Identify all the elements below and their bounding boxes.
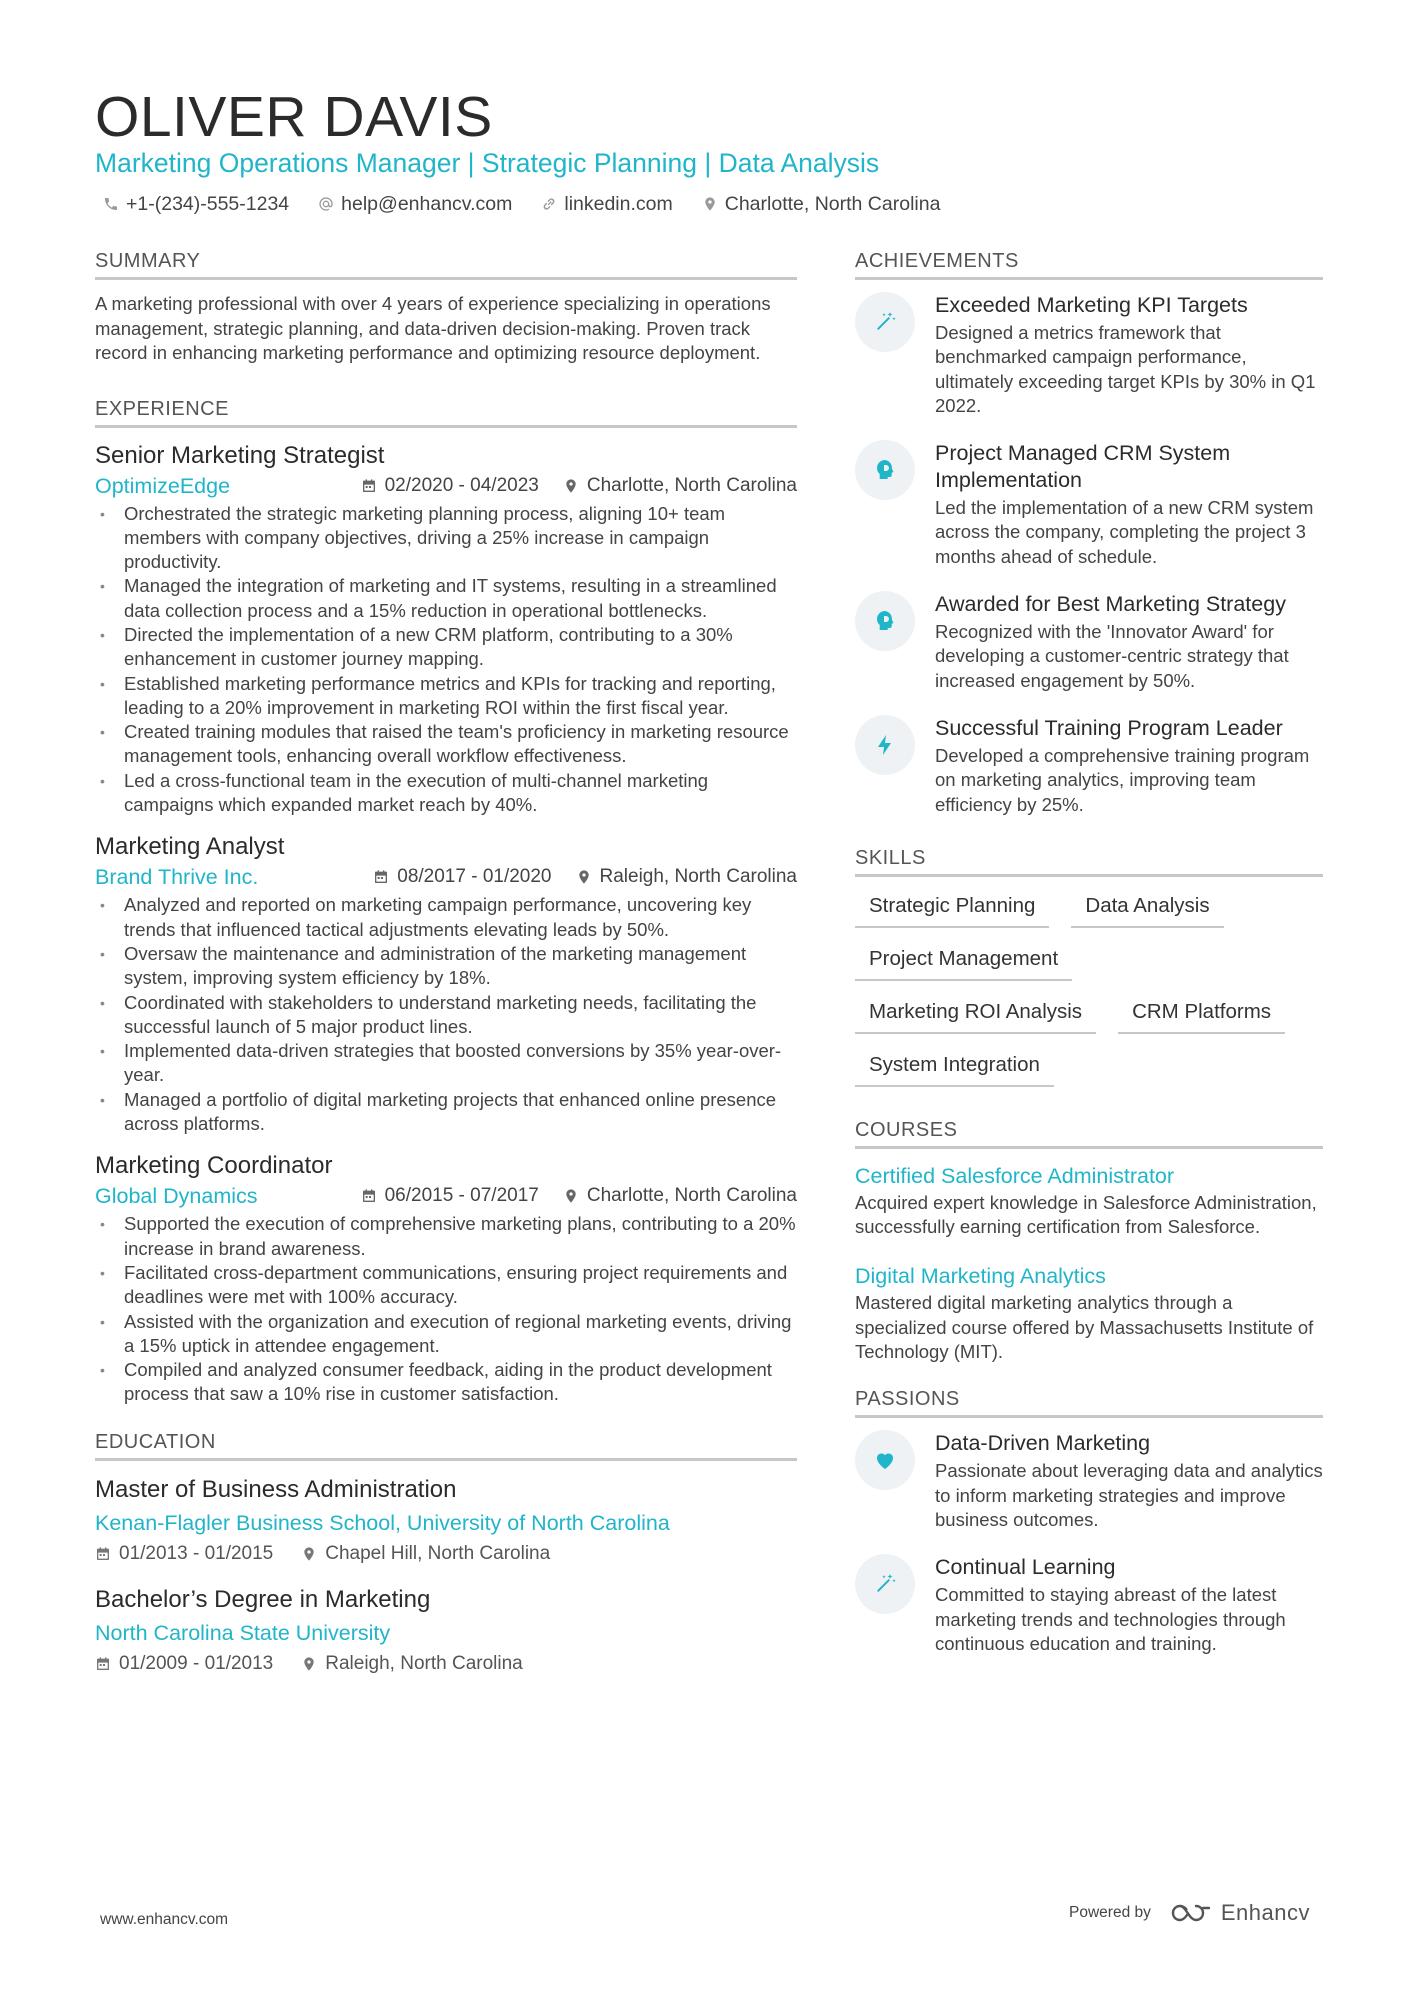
job-bullet: • Managed the integration of marketing and IT systems, resulting in a streamlined data collection process and a 15% reduction in operational bottlenecks.	[95, 574, 797, 623]
education-location	[301, 1649, 523, 1679]
powered-by-label: Powered by	[1069, 1904, 1151, 1921]
achievement-item	[855, 715, 1323, 817]
contact-location	[701, 190, 941, 218]
achievement-desc: Designed a metrics framework that benchmarked campaign performance, ultimately exceeding target KPIs by 30% in Q1 2022.	[935, 322, 1316, 416]
experience-heading: EXPERIENCE	[95, 396, 797, 428]
job-bullet: • Oversaw the maintenance and administration of the marketing management system, improving system efficiency by 18%.	[95, 942, 797, 991]
contact-phone[interactable]	[102, 190, 289, 218]
achievement-title: Successful Training Program Leader	[935, 715, 1283, 740]
education-entry	[95, 1473, 797, 1569]
contact-linkedin[interactable]	[540, 190, 672, 218]
skills-heading: SKILLS	[855, 845, 1323, 877]
job-bullet: • Created training modules that raised the team's proficiency in marketing resource management tools, enhancing overall workflow effectiveness.	[95, 720, 797, 769]
location-icon	[701, 195, 719, 213]
contact-email[interactable]	[317, 190, 512, 218]
achievements-heading: ACHIEVEMENTS	[855, 248, 1323, 280]
lightning-icon	[855, 715, 915, 775]
passion-title: Data-Driven Marketing	[935, 1431, 1151, 1456]
footer-website[interactable]: www.enhancv.com	[100, 1911, 229, 1928]
education-meta	[95, 1649, 797, 1679]
achievement-desc: Recognized with the 'Innovator Award' for developing a customer-centric strategy that increased engagement by 50%.	[935, 621, 1289, 691]
job-title: Senior Marketing Strategist	[95, 441, 385, 469]
magic-wand-icon	[855, 292, 915, 352]
experience-section	[95, 396, 797, 1407]
achievement-item	[855, 440, 1323, 569]
contact-location-text: Charlotte, North Carolina	[724, 193, 941, 215]
job-bullet: • Managed a portfolio of digital marketing projects that enhanced online presence across platforms.	[95, 1088, 797, 1137]
job-bullet: • Implemented data-driven strategies that boosted conversions by 35% year-over-year.	[95, 1039, 797, 1088]
skill-tag: Marketing ROI Analysis	[855, 995, 1096, 1034]
job-bullets	[95, 893, 797, 1136]
location-icon	[301, 1656, 317, 1672]
candidate-name: OLIVER DAVIS	[95, 85, 493, 149]
job-bullet: • Led a cross-functional team in the execution of multi-channel marketing campaigns which expanded market reach by 40%.	[95, 769, 797, 818]
achievement-body	[935, 715, 1323, 817]
course-item	[855, 1261, 1323, 1364]
candidate-headline: Marketing Operations Manager | Strategic Planning | Data Analysis	[95, 148, 880, 178]
contact-linkedin-text: linkedin.com	[564, 193, 673, 215]
passion-body	[935, 1554, 1323, 1656]
head-icon	[855, 591, 915, 651]
summary-heading: SUMMARY	[95, 248, 797, 280]
brand-logo[interactable]	[1169, 1900, 1310, 1926]
achievements-section	[855, 248, 1323, 817]
job-entry	[95, 1150, 797, 1406]
course-title: Certified Salesforce Administrator	[855, 1163, 1175, 1188]
calendar-icon	[95, 1656, 111, 1672]
school-name: Kenan-Flagler Business School, University of North Carolina	[95, 1510, 670, 1535]
job-meta	[95, 1182, 797, 1210]
company-name: Global Dynamics	[95, 1184, 258, 1209]
job-bullet: • Orchestrated the strategic marketing planning process, aligning 10+ team members with company objectives, driving a 25% increase in campaign productivity.	[95, 502, 797, 575]
achievement-body	[935, 440, 1323, 569]
achievement-item	[855, 292, 1323, 418]
passion-item	[855, 1554, 1323, 1656]
skill-tag: CRM Platforms	[1118, 995, 1285, 1034]
passion-body	[935, 1430, 1323, 1532]
courses-section	[855, 1117, 1323, 1364]
passion-item	[855, 1430, 1323, 1532]
head-icon	[855, 440, 915, 500]
contact-phone-text: +1-(234)-555-1234	[126, 193, 290, 215]
skills-list	[855, 889, 1323, 1087]
skills-section	[855, 845, 1323, 1087]
achievement-title: Awarded for Best Marketing Strategy	[935, 592, 1286, 617]
company-name: OptimizeEdge	[95, 473, 231, 498]
job-dates	[361, 472, 539, 500]
magic-wand-icon	[855, 1554, 915, 1614]
footer-branding	[1069, 1900, 1310, 1926]
job-title: Marketing Coordinator	[95, 1152, 333, 1180]
job-dates	[361, 1182, 539, 1210]
job-meta-right	[361, 472, 797, 500]
job-meta-right	[361, 1182, 797, 1210]
achievement-title: Project Managed CRM System Implementation	[935, 441, 1231, 493]
job-bullet: • Coordinated with stakeholders to understand marketing needs, facilitating the successful launch of 5 major product lines.	[95, 991, 797, 1040]
education-dates	[95, 1539, 273, 1569]
enhancv-logo-icon	[1169, 1901, 1213, 1925]
contact-bar	[102, 190, 940, 218]
education-dates-text: 01/2013 - 01/2015	[119, 1542, 274, 1564]
education-dates	[95, 1649, 273, 1679]
education-dates-text: 01/2009 - 01/2013	[119, 1652, 274, 1674]
education-meta	[95, 1539, 797, 1569]
degree-title: Master of Business Administration	[95, 1475, 457, 1503]
at-icon	[317, 195, 335, 213]
job-meta	[95, 472, 797, 500]
degree-title: Bachelor’s Degree in Marketing	[95, 1585, 431, 1613]
job-bullet: • Established marketing performance metrics and KPIs for tracking and reporting, leading to a 20% improvement in marketing ROI within the first fiscal year.	[95, 672, 797, 721]
company-name: Brand Thrive Inc.	[95, 865, 259, 890]
skill-tag: Strategic Planning	[855, 889, 1049, 928]
job-bullet: • Assisted with the organization and execution of regional marketing events, driving a 15% uptick in attendee engagement.	[95, 1310, 797, 1359]
passion-desc: Committed to staying abreast of the latest marketing trends and technologies through continuous education and training.	[935, 1584, 1286, 1654]
location-icon	[301, 1546, 317, 1562]
course-item	[855, 1161, 1323, 1240]
summary-section	[95, 248, 797, 366]
passions-section	[855, 1386, 1323, 1656]
job-title: Marketing Analyst	[95, 833, 285, 861]
heart-icon	[855, 1430, 915, 1490]
job-entry	[95, 831, 797, 1136]
job-meta-right	[373, 863, 797, 891]
job-dates-text: 06/2015 - 07/2017	[384, 1185, 539, 1207]
job-location	[563, 1182, 797, 1210]
skill-tag: System Integration	[855, 1048, 1054, 1087]
education-location-text: Chapel Hill, North Carolina	[325, 1542, 551, 1564]
education-heading: EDUCATION	[95, 1429, 797, 1461]
course-desc: Acquired expert knowledge in Salesforce Administration, successfully earning certification from Salesforce.	[855, 1191, 1317, 1238]
education-entry	[95, 1583, 797, 1679]
passion-title: Continual Learning	[935, 1555, 1116, 1580]
job-location	[563, 472, 797, 500]
job-bullet: • Supported the execution of comprehensive marketing plans, contributing to a 20% increase in brand awareness.	[95, 1212, 797, 1261]
job-dates	[373, 863, 551, 891]
job-bullet: • Directed the implementation of a new CRM platform, contributing to a 30% enhancement in customer journey mapping.	[95, 623, 797, 672]
school-name: North Carolina State University	[95, 1620, 391, 1645]
courses-heading: COURSES	[855, 1117, 1323, 1149]
achievement-desc: Led the implementation of a new CRM system across the company, completing the project 3 months ahead of schedule.	[935, 497, 1314, 567]
achievement-body	[935, 292, 1323, 418]
achievement-item	[855, 591, 1323, 693]
location-icon	[563, 1188, 579, 1204]
job-bullet: • Compiled and analyzed consumer feedback, aiding in the product development process that saw a 10% rise in customer satisfaction.	[95, 1358, 797, 1407]
job-meta	[95, 863, 797, 891]
skill-tag: Project Management	[855, 942, 1072, 981]
link-icon	[540, 195, 558, 213]
course-title: Digital Marketing Analytics	[855, 1264, 1106, 1289]
job-dates-text: 08/2017 - 01/2020	[397, 866, 552, 888]
left-column	[95, 248, 797, 1709]
education-location	[301, 1539, 550, 1569]
job-entry	[95, 440, 797, 818]
right-column	[855, 248, 1323, 1686]
achievement-title: Exceeded Marketing KPI Targets	[935, 293, 1248, 317]
job-bullet: • Analyzed and reported on marketing campaign performance, uncovering key trends that influenced tactical adjustments elevating leads by 50%.	[95, 893, 797, 942]
phone-icon	[102, 195, 120, 213]
passion-desc: Passionate about leveraging data and analytics to inform marketing strategies and improve business outcomes.	[935, 1460, 1323, 1530]
skill-tag: Data Analysis	[1071, 889, 1223, 928]
achievement-desc: Developed a comprehensive training program on marketing analytics, improving team efficiency by 25%.	[935, 744, 1310, 815]
course-desc: Mastered digital marketing analytics through a specialized course offered by Massachusetts Institute of Technology (MIT).	[855, 1292, 1314, 1363]
job-location-text: Charlotte, North Carolina	[586, 474, 797, 496]
location-icon	[563, 478, 579, 494]
education-section	[95, 1429, 797, 1679]
passions-heading: PASSIONS	[855, 1386, 1323, 1418]
calendar-icon	[361, 1188, 377, 1204]
job-location	[576, 863, 798, 891]
job-bullets	[95, 502, 797, 818]
summary-text: A marketing professional with over 4 years of experience specializing in operations management, strategic planning, and data-driven decision-making. Proven track record in enhancing marketing performance and optimizing resource deployment.	[95, 293, 771, 363]
calendar-icon	[95, 1546, 111, 1562]
calendar-icon	[373, 869, 389, 885]
calendar-icon	[361, 478, 377, 494]
job-location-text: Charlotte, North Carolina	[586, 1185, 797, 1207]
job-bullets	[95, 1212, 797, 1406]
job-dates-text: 02/2020 - 04/2023	[384, 474, 539, 496]
job-bullet: • Facilitated cross-department communications, ensuring project requirements and deadlines were met with 100% accuracy.	[95, 1261, 797, 1310]
achievement-body	[935, 591, 1323, 693]
job-location-text: Raleigh, North Carolina	[599, 866, 797, 888]
contact-email-text: help@enhancv.com	[341, 193, 513, 215]
location-icon	[576, 869, 592, 885]
education-location-text: Raleigh, North Carolina	[325, 1652, 523, 1674]
brand-name: Enhancv	[1220, 1900, 1310, 1925]
